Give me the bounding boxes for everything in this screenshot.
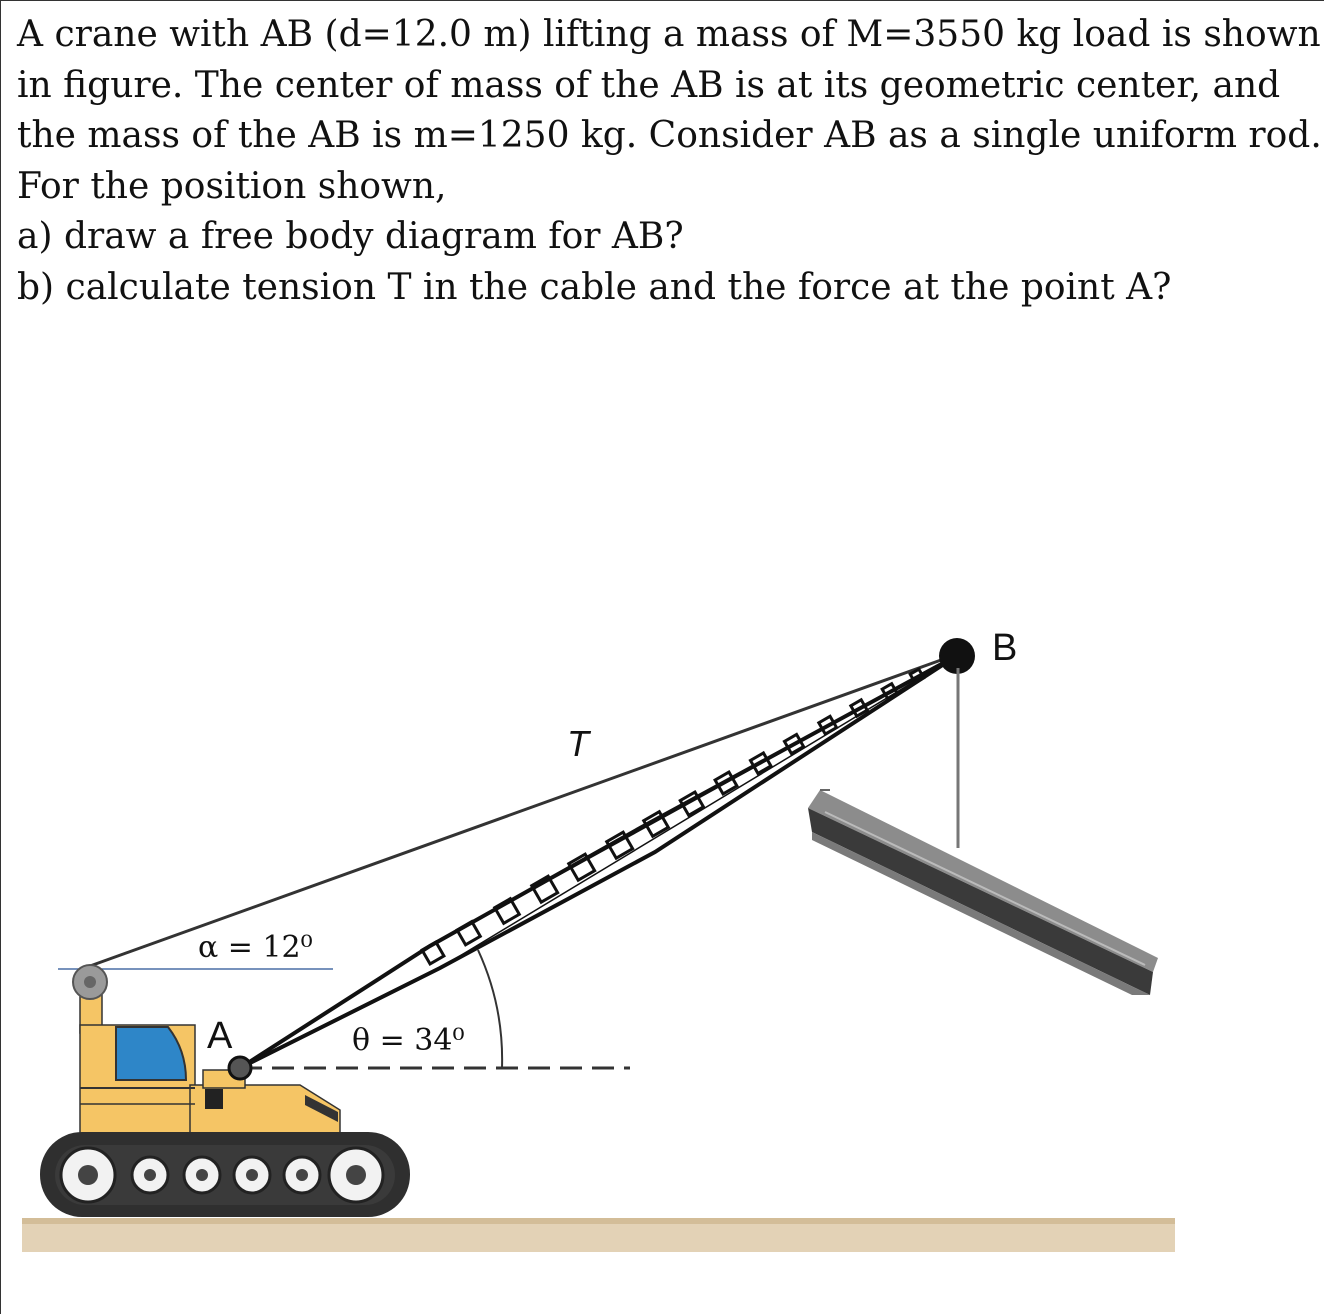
theta-angle-label: θ = 34⁰ [352,1023,465,1058]
label-T: T [567,723,589,764]
crane-tracks [40,1132,410,1217]
i-beam-load [808,790,1158,995]
alpha-angle-label: α = 12⁰ [198,930,313,965]
theta-angle-arc [478,950,502,1068]
label-B: B [992,627,1018,669]
problem-line-1: A crane with AB (d=12.0 m) lifting a mass of M=3550 kg load is shown [17,14,1321,55]
boom-AB [240,655,958,1068]
pivot-A [229,1057,251,1079]
problem-line-3: the mass of the AB is m=1250 kg. Consider AB as a single uniform rod. [17,115,1322,156]
problem-line-2: in figure. The center of mass of the AB is at its geometric center, and [17,64,1281,106]
problem-line-4: For the position shown, [17,165,447,207]
label-A: A [207,1015,233,1057]
problem-part-b: b) calculate tension T in the cable and the force at the point A? [17,266,1172,308]
problem-part-a: a) draw a free body diagram for AB? [17,216,684,257]
